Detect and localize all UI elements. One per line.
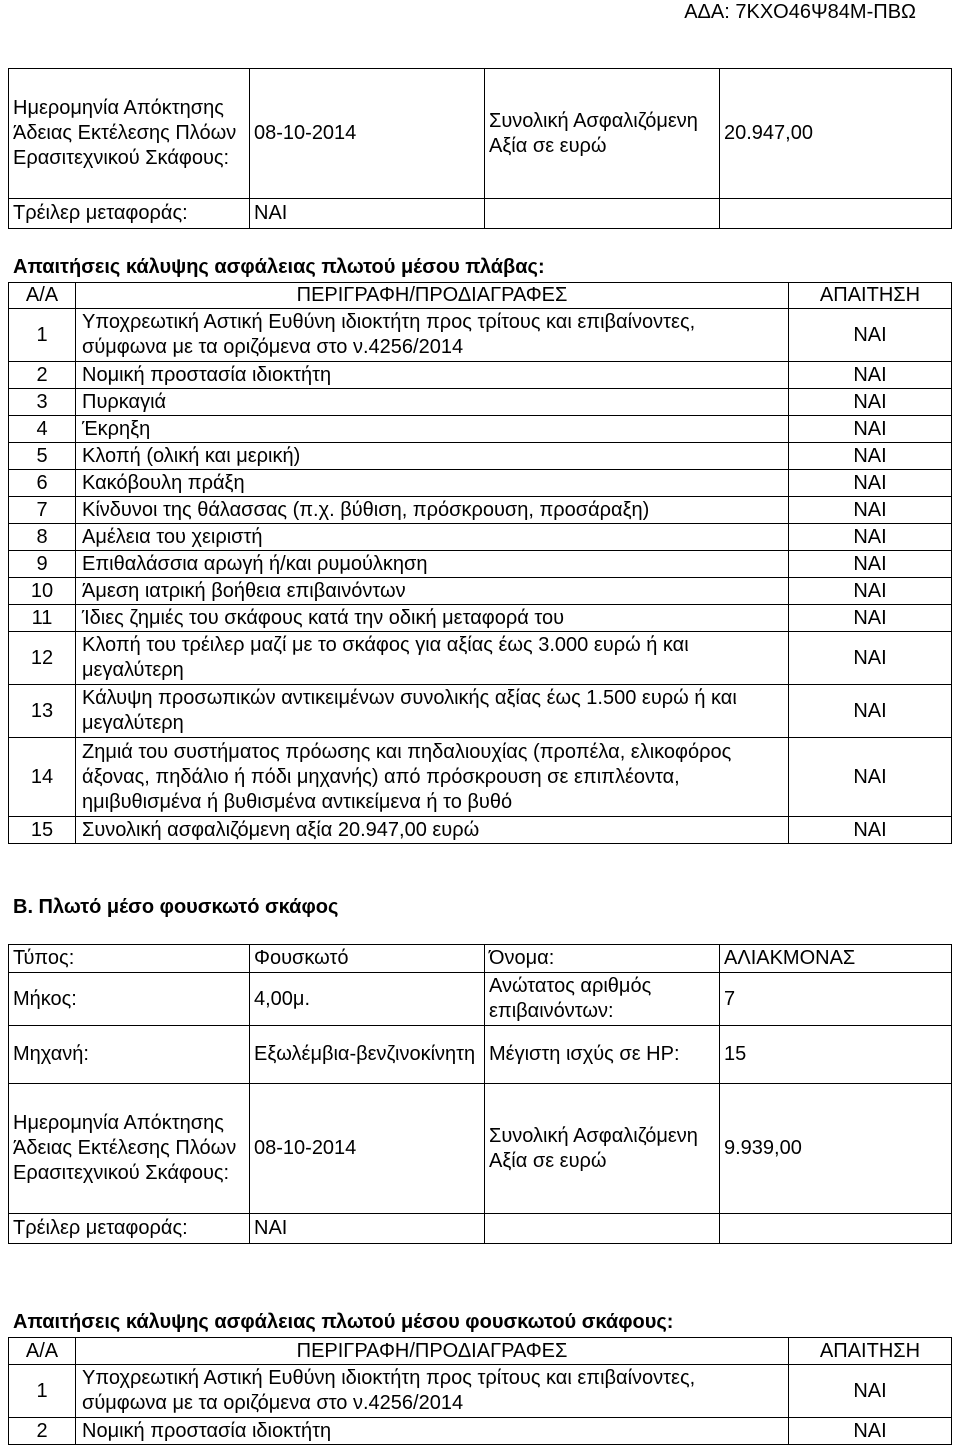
engine-label: Μηχανή: [9,1026,250,1084]
row-number: 1 [9,309,76,362]
requirements-table-1 [8,282,952,844]
row-requirement: ΝΑΙ [789,1418,952,1445]
type-value: Φουσκωτό [250,945,485,973]
row-description: Αμέλεια του χειριστή [76,524,789,551]
length-label: Μήκος: [9,973,250,1026]
trailer-value: ΝΑΙ [250,199,485,229]
hp-value: 15 [720,1026,952,1084]
type-label: Τύπος: [9,945,250,973]
trailer-label: Τρέιλερ μεταφοράς: [9,1214,250,1244]
row-requirement: ΝΑΙ [789,605,952,632]
row-description: Κλοπή (ολική και μερική) [76,443,789,470]
row-number: 8 [9,524,76,551]
row-requirement: ΝΑΙ [789,578,952,605]
license-date-label: Ημερομηνία Απόκτησης Άδειας Εκτέλεσης Πλόων Ερασιτεχνικού Σκάφους: [9,1084,250,1214]
insured-value: 20.947,00 [720,69,952,199]
row-description: Κακόβουλη πράξη [76,470,789,497]
row-requirement: ΝΑΙ [789,738,952,817]
row-number: 12 [9,632,76,685]
row-description: Κίνδυνοι της θάλασσας (π.χ. βύθιση, πρόσκρουση, προσάραξη) [76,497,789,524]
row-number: 13 [9,685,76,738]
row-requirement: ΝΑΙ [789,416,952,443]
row-description: Υποχρεωτική Αστική Ευθύνη ιδιοκτήτη προς τρίτους και επιβαίνοντες, σύμφωνα με τα οριζόμενα στο ν.4256/2014 [76,1365,789,1418]
insured-value-label: Συνολική Ασφαλιζόμενη Αξία σε ευρώ [485,69,720,199]
trailer-value: ΝΑΙ [250,1214,485,1244]
col-header-aa: Α/Α [9,1338,76,1365]
row-number: 3 [9,389,76,416]
row-description: Ίδιες ζημιές του σκάφους κατά την οδική μεταφορά του [76,605,789,632]
section-b-title: Β. Πλωτό μέσο φουσκωτό σκάφος [13,896,339,918]
row-description: Κάλυψη προσωπικών αντικειμένων συνολικής αξίας έως 1.500 ευρώ ή και μεγαλύτερη [76,685,789,738]
trailer-label: Τρέιλερ μεταφοράς: [9,199,250,229]
col-header-description: ΠΕΡΙΓΡΑΦΗ/ΠΡΟΔΙΑΓΡΑΦΕΣ [76,1338,789,1365]
row-requirement: ΝΑΙ [789,685,952,738]
row-number: 7 [9,497,76,524]
col-header-description: ΠΕΡΙΓΡΑΦΗ/ΠΡΟΔΙΑΓΡΑΦΕΣ [76,283,789,309]
row-description: Επιθαλάσσια αρωγή ή/και ρυμούλκηση [76,551,789,578]
row-requirement: ΝΑΙ [789,470,952,497]
ada-code: ΑΔΑ: 7ΚΧΟ46Ψ84Μ-ΠΒΩ [684,1,916,23]
row-description: Υποχρεωτική Αστική Ευθύνη ιδιοκτήτη προς τρίτους και επιβαίνοντες, σύμφωνα με τα οριζόμενα στο ν.4256/2014 [76,309,789,362]
row-number: 4 [9,416,76,443]
requirements-table-2 [8,1337,952,1445]
row-requirement: ΝΑΙ [789,817,952,844]
length-value: 4,00μ. [250,973,485,1026]
section1-title: Απαιτήσεις κάλυψης ασφάλειας πλωτού μέσου πλάβας: [13,256,545,278]
row-description: Έκρηξη [76,416,789,443]
row-description: Συνολική ασφαλιζόμενη αξία 20.947,00 ευρώ [76,817,789,844]
row-requirement: ΝΑΙ [789,524,952,551]
row-requirement: ΝΑΙ [789,389,952,416]
row-description: Ζημιά του συστήματος πρόωσης και πηδαλιουχίας (προπέλα, ελικοφόρος άξονας, πηδάλιο ή πόδι μηχανής) από πρόσκρουση σε επιπλέοντα, ημιβυθισμένα ή βυθισμένα αντικείμενα ή το βυθό [76,738,789,817]
name-label: Όνομα: [485,945,720,973]
section2-title: Απαιτήσεις κάλυψης ασφάλειας πλωτού μέσου φουσκωτού σκάφους: [13,1311,674,1333]
vessel-a-info-table [8,68,952,229]
row-description: Πυρκαγιά [76,389,789,416]
max-passengers-value: 7 [720,973,952,1026]
col-header-requirement: ΑΠΑΙΤΗΣΗ [789,1338,952,1365]
row-description: Κλοπή του τρέιλερ μαζί με το σκάφος για αξίας έως 3.000 ευρώ ή και μεγαλύτερη [76,632,789,685]
row-number: 5 [9,443,76,470]
row-number: 2 [9,362,76,389]
row-number: 14 [9,738,76,817]
row-requirement: ΝΑΙ [789,362,952,389]
hp-label: Μέγιστη ισχύς σε HP: [485,1026,720,1084]
row-requirement: ΝΑΙ [789,309,952,362]
row-requirement: ΝΑΙ [789,551,952,578]
license-date-value: 08-10-2014 [250,1084,485,1214]
vessel-b-info-table [8,944,952,1244]
row-number: 6 [9,470,76,497]
row-description: Νομική προστασία ιδιοκτήτη [76,1418,789,1445]
engine-value: Εξωλέμβια-βενζινοκίνητη [250,1026,485,1084]
row-requirement: ΝΑΙ [789,497,952,524]
name-value: ΑΛΙΑΚΜΟΝΑΣ [720,945,952,973]
row-requirement: ΝΑΙ [789,443,952,470]
row-requirement: ΝΑΙ [789,632,952,685]
col-header-aa: Α/Α [9,283,76,309]
license-date-label: Ημερομηνία Απόκτησης Άδειας Εκτέλεσης Πλόων Ερασιτεχνικού Σκάφους: [9,69,250,199]
insured-value: 9.939,00 [720,1084,952,1214]
row-number: 9 [9,551,76,578]
row-number: 10 [9,578,76,605]
row-description: Άμεση ιατρική βοήθεια επιβαινόντων [76,578,789,605]
license-date-value: 08-10-2014 [250,69,485,199]
max-passengers-label: Ανώτατος αριθμός επιβαινόντων: [485,973,720,1026]
row-description: Νομική προστασία ιδιοκτήτη [76,362,789,389]
row-number: 1 [9,1365,76,1418]
col-header-requirement: ΑΠΑΙΤΗΣΗ [789,283,952,309]
row-number: 15 [9,817,76,844]
row-requirement: ΝΑΙ [789,1365,952,1418]
row-number: 2 [9,1418,76,1445]
insured-value-label: Συνολική Ασφαλιζόμενη Αξία σε ευρώ [485,1084,720,1214]
row-number: 11 [9,605,76,632]
